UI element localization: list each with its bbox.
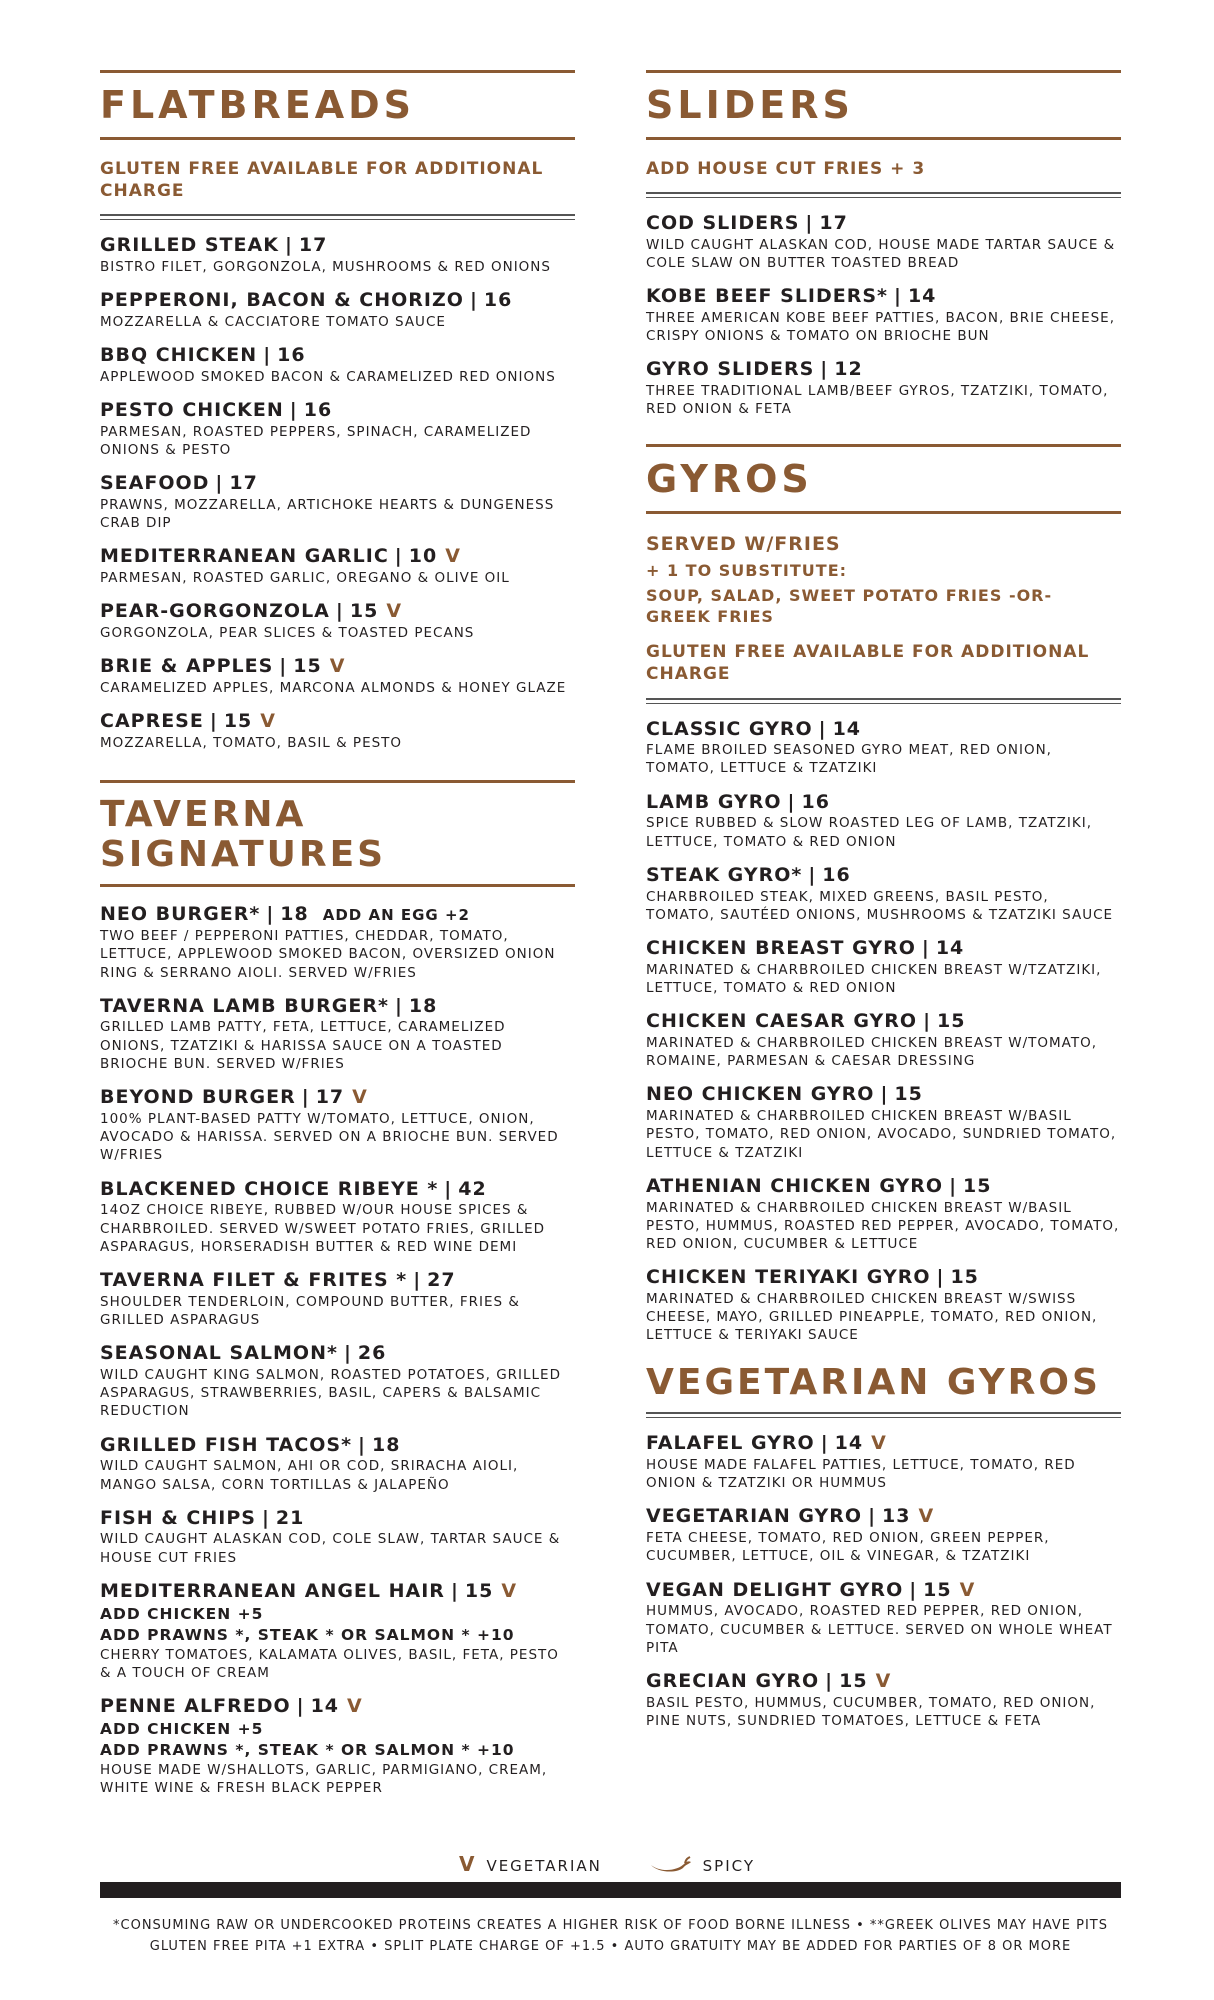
menu-item-heading bbox=[100, 1507, 575, 1531]
menu-item-name: CAPRESE bbox=[100, 710, 204, 733]
menu-item-description: PARMESAN, ROASTED PEPPERS, SPINACH, CARAMELIZED ONIONS & PESTO bbox=[100, 423, 532, 458]
menu-item-heading bbox=[646, 1505, 1121, 1529]
menu-item bbox=[646, 1010, 1121, 1070]
menu-item-heading bbox=[646, 791, 1121, 815]
menu-item bbox=[100, 1434, 575, 1494]
menu-item bbox=[100, 399, 575, 459]
menu-item-heading bbox=[646, 1175, 1121, 1199]
menu-item-name: SEAFOOD bbox=[100, 472, 210, 495]
menu-item-heading bbox=[100, 1269, 575, 1293]
menu-item bbox=[100, 289, 575, 331]
menu-item-price: 16 bbox=[801, 790, 830, 813]
menu-item-name: GYRO SLIDERS bbox=[646, 358, 815, 381]
price-separator: | bbox=[444, 1177, 453, 1200]
menu-item-price: 12 bbox=[834, 358, 863, 381]
menu-item-price: 15 bbox=[223, 710, 253, 733]
taverna-section bbox=[100, 780, 575, 1797]
menu-item-description: TWO BEEF / PEPPERONI PATTIES, CHEDDAR, TOMATO, LETTUCE, APPLEWOOD SMOKED BACON, OVERSIZED ONION RING & SERRANO AIOLI. SERVED W/FRIES bbox=[100, 928, 556, 981]
gyros-note-substitute: + 1 TO SUBSTITUTE: bbox=[646, 560, 848, 580]
menu-item-price: 15 bbox=[293, 655, 322, 678]
menu-item-name: TAVERNA FILET & FRITES * bbox=[100, 1268, 408, 1291]
menu-item-name: GRILLED STEAK bbox=[100, 233, 279, 256]
menu-item-description: HUMMUS, AVOCADO, ROASTED RED PEPPER, RED ONION, TOMATO, CUCUMBER & LETTUCE. SERVED ON WHOLE WHEAT PITA bbox=[646, 1603, 1113, 1656]
right-column bbox=[646, 70, 1121, 1748]
menu-item-price: 16 bbox=[822, 863, 851, 886]
menu-item-description: HOUSE MADE W/SHALLOTS, GARLIC, PARMIGIANO, CREAM, WHITE WINE & FRESH BLACK PEPPER bbox=[100, 1761, 548, 1796]
menu-item bbox=[646, 718, 1121, 778]
menu-item-name: PENNE ALFREDO bbox=[100, 1694, 291, 1717]
menu-item-description: 14OZ CHOICE RIBEYE, RUBBED W/OUR HOUSE SPICES & CHARBROILED. SERVED W/SWEET POTATO FRIES, GRILLED ASPARAGUS, HORSERADISH BUTTER & RED WINE DEMI bbox=[100, 1202, 545, 1255]
menu-item bbox=[100, 1342, 575, 1420]
gyros-title: GYROS bbox=[646, 457, 813, 502]
menu-item bbox=[100, 600, 575, 642]
price-separator: | bbox=[880, 1083, 889, 1106]
vegetarian-symbol: V bbox=[871, 1432, 887, 1455]
menu-item-price: 17 bbox=[229, 472, 258, 495]
menu-item-name: GRILLED FISH TACOS* bbox=[100, 1433, 353, 1456]
price-separator: | bbox=[820, 358, 829, 381]
menu-item-heading bbox=[100, 995, 575, 1019]
section-rule bbox=[646, 70, 1121, 73]
price-separator: | bbox=[358, 1433, 366, 1456]
menu-item bbox=[100, 1086, 575, 1164]
menu-item-price: 10 bbox=[408, 545, 438, 568]
menu-item-description: GRILLED LAMB PATTY, FETA, LETTUCE, CARAMELIZED ONIONS, TZATZIKI & HARISSA SAUCE ON A TOASTED BRIOCHE BUN. SERVED W/FRIES bbox=[100, 1019, 506, 1072]
price-separator: | bbox=[450, 1579, 459, 1602]
menu-item-addon: ADD PRAWNS *, STEAK * OR SALMON * +10 bbox=[100, 1625, 515, 1644]
price-separator: | bbox=[805, 211, 814, 234]
menu-item-price: 15 bbox=[349, 600, 379, 623]
menu-item bbox=[646, 864, 1121, 924]
menu-item-name: BEYOND BURGER bbox=[100, 1086, 296, 1109]
menu-item-heading bbox=[646, 718, 1121, 742]
menu-item-name: COD SLIDERS bbox=[646, 211, 800, 234]
menu-item-description: SPICE RUBBED & SLOW ROASTED LEG OF LAMB, TZATZIKI, LETTUCE, TOMATO & RED ONION bbox=[646, 815, 1092, 850]
menu-item-price: 16 bbox=[303, 398, 333, 421]
menu-item-price: 16 bbox=[483, 288, 513, 311]
menu-item bbox=[100, 1507, 575, 1567]
vegetarian-symbol: V bbox=[347, 1694, 363, 1717]
menu-item-price: 14 bbox=[935, 937, 965, 960]
menu-item bbox=[100, 545, 575, 587]
menu-item-price: 15 bbox=[923, 1578, 952, 1601]
menu-item-price: 14 bbox=[310, 1694, 340, 1717]
price-separator: | bbox=[936, 1266, 945, 1289]
menu-item bbox=[646, 1579, 1121, 1657]
price-separator: | bbox=[215, 472, 224, 495]
menu-item-heading bbox=[100, 1086, 575, 1110]
menu-item-heading bbox=[100, 1434, 575, 1458]
menu-item-description: MARINATED & CHARBROILED CHICKEN BREAST W/TZATZIKI, LETTUCE, TOMATO & RED ONION bbox=[646, 961, 1102, 997]
vegetarian-symbol: V bbox=[329, 655, 346, 678]
vegetarian-symbol: V bbox=[918, 1505, 935, 1528]
menu-item-name: FALAFEL GYRO bbox=[646, 1432, 815, 1455]
menu-item-heading bbox=[100, 1580, 575, 1604]
price-separator: | bbox=[894, 285, 902, 308]
menu-item-name: CLASSIC GYRO bbox=[646, 717, 813, 740]
menu-item bbox=[100, 344, 575, 386]
menu-item-description: GORGONZOLA, PEAR SLICES & TOASTED PECANS bbox=[100, 624, 475, 641]
menu-item-description: WILD CAUGHT ALASKAN COD, COLE SLAW, TARTAR SAUCE & HOUSE CUT FRIES bbox=[100, 1531, 561, 1566]
menu-item bbox=[646, 1432, 1121, 1492]
menu-item-description: CHARBROILED STEAK, MIXED GREENS, BASIL PESTO, TOMATO, SAUTÉED ONIONS, MUSHROOMS & TZATZIKI SAUCE bbox=[646, 888, 1114, 923]
menu-item-heading bbox=[646, 1670, 1121, 1694]
menu-item-heading bbox=[100, 545, 575, 569]
menu-item-name: PESTO CHICKEN bbox=[100, 398, 284, 421]
vegetarian-items bbox=[646, 1418, 1121, 1730]
menu-item-heading bbox=[100, 600, 575, 624]
menu-item-description: HOUSE MADE FALAFEL PATTIES, LETTUCE, TOMATO, RED ONION & TZATZIKI OR HUMMUS bbox=[646, 1457, 1076, 1492]
menu-item-addon: ADD PRAWNS *, STEAK * OR SALMON * +10 bbox=[100, 1740, 515, 1759]
menu-item-name: TAVERNA LAMB BURGER* bbox=[100, 994, 389, 1017]
gyros-note-gluten: GLUTEN FREE AVAILABLE FOR ADDITIONAL CHARGE bbox=[646, 642, 1090, 685]
menu-item-price: 15 bbox=[937, 1010, 966, 1033]
menu-item-description: WILD CAUGHT ALASKAN COD, HOUSE MADE TARTAR SAUCE & COLE SLAW ON BUTTER TOASTED BREAD bbox=[646, 236, 1116, 271]
gyros-section bbox=[646, 444, 1121, 1344]
price-separator: | bbox=[284, 233, 293, 256]
menu-item-price: 17 bbox=[315, 1086, 345, 1109]
menu-item-name: LAMB GYRO bbox=[646, 790, 782, 813]
menu-item-price: 18 bbox=[408, 994, 438, 1017]
menu-item-name: BLACKENED CHOICE RIBEYE * bbox=[100, 1177, 439, 1200]
menu-item bbox=[100, 1178, 575, 1256]
menu-item-name: GRECIAN GYRO bbox=[646, 1670, 820, 1693]
gyros-note-served: SERVED W/FRIES bbox=[646, 533, 841, 556]
menu-item-price: 13 bbox=[882, 1505, 911, 1528]
gyros-note-options: SOUP, SALAD, SWEET POTATO FRIES -OR- GREEK FRIES bbox=[646, 585, 1053, 626]
menu-item bbox=[646, 1083, 1121, 1161]
spicy-label: SPICY bbox=[702, 1857, 756, 1875]
menu-item-heading bbox=[646, 1579, 1121, 1603]
menu-item-price: 14 bbox=[834, 1432, 864, 1455]
menu-item-description: CHERRY TOMATOES, KALAMATA OLIVES, BASIL, FETA, PESTO & A TOUCH OF CREAM bbox=[100, 1646, 559, 1681]
price-separator: | bbox=[266, 903, 275, 926]
vegetarian-symbol: V bbox=[386, 600, 403, 623]
price-separator: | bbox=[921, 937, 930, 960]
menu-item-description: MARINATED & CHARBROILED CHICKEN BREAST W/BASIL PESTO, HUMMUS, ROASTED RED PEPPER, AVOCADO, TOMATO, RED ONION, CUCUMBER & LETTUCE bbox=[646, 1199, 1120, 1253]
menu-item bbox=[100, 1695, 575, 1797]
menu-item bbox=[646, 937, 1121, 997]
vegetarian-symbol: V bbox=[501, 1579, 518, 1602]
price-separator: | bbox=[469, 288, 478, 311]
menu-item-name: MEDITERRANEAN ANGEL HAIR bbox=[100, 1579, 445, 1602]
gyros-items bbox=[646, 704, 1121, 1345]
menu-item-description: APPLEWOOD SMOKED BACON & CARAMELIZED RED ONIONS bbox=[100, 368, 556, 385]
menu-item-name: PEAR-GORGONZOLA bbox=[100, 600, 330, 623]
section-rule bbox=[646, 137, 1121, 140]
flatbreads-note: GLUTEN FREE AVAILABLE FOR ADDITIONAL CHARGE bbox=[100, 158, 544, 201]
menu-item-description: THREE AMERICAN KOBE BEEF PATTIES, BACON, BRIE CHEESE, CRISPY ONIONS & TOMATO ON BRIOCHE BUN bbox=[646, 309, 1116, 345]
vegetarian-symbol: V bbox=[875, 1670, 892, 1693]
vegetarian-symbol: V bbox=[352, 1086, 368, 1109]
menu-item-description: PRAWNS, MOZZARELLA, ARTICHOKE HEARTS & DUNGENESS CRAB DIP bbox=[100, 496, 555, 532]
menu-item-price: 15 bbox=[839, 1670, 868, 1693]
menu-item-addon: ADD CHICKEN +5 bbox=[100, 1719, 264, 1738]
vegetarian-symbol: V bbox=[458, 1852, 477, 1876]
sliders-section bbox=[646, 70, 1121, 418]
menu-item bbox=[100, 655, 575, 697]
menu-item-name: ATHENIAN CHICKEN GYRO bbox=[646, 1174, 944, 1197]
menu-item-name: CHICKEN CAESAR GYRO bbox=[646, 1010, 918, 1033]
menu-item-name: CHICKEN BREAST GYRO bbox=[646, 937, 916, 960]
menu-item-name: PEPPERONI, BACON & CHORIZO bbox=[100, 288, 464, 311]
menu-item-description: WILD CAUGHT KING SALMON, ROASTED POTATOES, GRILLED ASPARAGUS, STRAWBERRIES, BASIL, CAPERS & BALSAMIC REDUCTION bbox=[100, 1366, 561, 1420]
menu-item-heading bbox=[646, 1010, 1121, 1034]
price-separator: | bbox=[261, 1506, 270, 1529]
menu-item-price: 42 bbox=[458, 1177, 487, 1200]
menu-item-description: MOZZARELLA & CACCIATORE TOMATO SAUCE bbox=[100, 313, 446, 330]
menu-item-name: MEDITERRANEAN GARLIC bbox=[100, 545, 389, 568]
menu-item bbox=[100, 234, 575, 276]
menu-item-heading bbox=[100, 1342, 575, 1366]
menu-item-name: BBQ CHICKEN bbox=[100, 343, 258, 366]
price-separator: | bbox=[279, 655, 288, 678]
menu-item-heading bbox=[646, 358, 1121, 382]
menu-item-name: NEO CHICKEN GYRO bbox=[646, 1083, 875, 1106]
price-separator: | bbox=[394, 994, 403, 1017]
sliders-title: SLIDERS bbox=[646, 83, 854, 127]
price-separator: | bbox=[301, 1086, 310, 1109]
menu-item-price: 21 bbox=[275, 1506, 305, 1529]
price-separator: | bbox=[808, 863, 817, 886]
menu-item-description: BISTRO FILET, GORGONZOLA, MUSHROOMS & RED ONIONS bbox=[100, 258, 551, 275]
menu-item-heading bbox=[100, 903, 575, 927]
menu-item-description: FLAME BROILED SEASONED GYRO MEAT, RED ONION, TOMATO, LETTUCE & TZATZIKI bbox=[646, 742, 1052, 777]
menu-item-price: 15 bbox=[950, 1266, 979, 1289]
menu-item-name: NEO BURGER* bbox=[100, 903, 261, 926]
menu-item-heading bbox=[646, 1266, 1121, 1290]
menu-item-addon: ADD CHICKEN +5 bbox=[100, 1604, 264, 1623]
menu-item-description: MARINATED & CHARBROILED CHICKEN BREAST W/BASIL PESTO, TOMATO, RED ONION, AVOCADO, SUNDRIED TOMATO, LETTUCE & TZATZIKI bbox=[646, 1108, 1117, 1161]
menu-item bbox=[646, 1670, 1121, 1730]
vegetarian-symbol: V bbox=[260, 710, 276, 733]
menu-item-description: SHOULDER TENDERLOIN, COMPOUND BUTTER, FRIES & GRILLED ASPARAGUS bbox=[100, 1293, 520, 1328]
section-rule bbox=[646, 444, 1121, 447]
menu-item-name: FISH & CHIPS bbox=[100, 1506, 256, 1529]
price-separator: | bbox=[263, 343, 272, 366]
price-separator: | bbox=[394, 545, 403, 568]
vegetarian-symbol: V bbox=[959, 1578, 976, 1601]
menu-item-heading bbox=[100, 1178, 575, 1202]
section-rule bbox=[100, 137, 575, 140]
menu-item bbox=[646, 1266, 1121, 1344]
menu-item bbox=[100, 1269, 575, 1329]
menu-item bbox=[100, 903, 575, 981]
menu-item-price: 16 bbox=[277, 343, 306, 366]
flatbreads-title: FLATBREADS bbox=[100, 83, 416, 127]
price-separator: | bbox=[923, 1010, 932, 1033]
sliders-note: ADD HOUSE CUT FRIES + 3 bbox=[646, 158, 926, 179]
menu-item-price: 15 bbox=[963, 1174, 992, 1197]
menu-item-description: FETA CHEESE, TOMATO, RED ONION, GREEN PEPPER, CUCUMBER, LETTUCE, OIL & VINEGAR, & TZATZIKI bbox=[646, 1530, 1050, 1565]
menu-item-description: CARAMELIZED APPLES, MARCONA ALMONDS & HONEY GLAZE bbox=[100, 679, 567, 696]
menu-item-extra: ADD AN EGG +2 bbox=[322, 906, 470, 925]
price-separator: | bbox=[868, 1505, 877, 1528]
price-separator: | bbox=[818, 717, 827, 740]
section-rule bbox=[100, 70, 575, 73]
menu-item-name: VEGAN DELIGHT GYRO bbox=[646, 1578, 904, 1601]
footer-line-1: *CONSUMING RAW OR UNDERCOOKED PROTEINS CREATES A HIGHER RISK OF FOOD BORNE ILLNESS • **GREEK OLIVES MAY HAVE PITS bbox=[113, 1918, 1108, 1933]
menu-item-price: 17 bbox=[298, 233, 328, 256]
menu-item-heading bbox=[100, 655, 575, 679]
menu-item-heading bbox=[100, 472, 575, 496]
price-separator: | bbox=[825, 1670, 834, 1693]
menu-item-heading bbox=[100, 289, 575, 313]
menu-item-price: 14 bbox=[907, 285, 937, 308]
menu-item-description: THREE TRADITIONAL LAMB/BEEF GYROS, TZATZIKI, TOMATO, RED ONION & FETA bbox=[646, 383, 1109, 418]
menu-item-name: BRIE & APPLES bbox=[100, 655, 274, 678]
menu-item-description: MOZZARELLA, TOMATO, BASIL & PESTO bbox=[100, 734, 403, 751]
menu-item-heading bbox=[646, 937, 1121, 961]
menu-item-description: 100% PLANT-BASED PATTY W/TOMATO, LETTUCE, ONION, AVOCADO & HARISSA. SERVED ON A BRIOCHE BUN. SERVED W/FRIES bbox=[100, 1110, 559, 1164]
menu-item bbox=[100, 710, 575, 752]
vegetarian-title: VEGETARIAN GYROS bbox=[646, 1361, 1101, 1403]
menu-item bbox=[646, 1505, 1121, 1565]
section-rule bbox=[100, 780, 575, 783]
menu-item-price: 15 bbox=[464, 1579, 494, 1602]
menu-item bbox=[100, 1580, 575, 1682]
menu-item-name: VEGETARIAN GYRO bbox=[646, 1505, 863, 1528]
menu-item-description: WILD CAUGHT SALMON, AHI OR COD, SRIRACHA AIOLI, MANGO SALSA, CORN TORTILLAS & JALAPEÑO bbox=[100, 1458, 519, 1493]
price-separator: | bbox=[335, 600, 344, 623]
menu-item-heading bbox=[100, 399, 575, 423]
price-separator: | bbox=[296, 1694, 305, 1717]
flatbreads-section bbox=[100, 70, 575, 752]
menu-item-name: STEAK GYRO* bbox=[646, 863, 803, 886]
menu-item-heading bbox=[646, 212, 1121, 236]
menu-item-description: MARINATED & CHARBROILED CHICKEN BREAST W/SWISS CHEESE, MAYO, GRILLED PINEAPPLE, TOMATO, RED ONION, LETTUCE & TERIYAKI SAUCE bbox=[646, 1291, 1098, 1344]
menu-item bbox=[646, 212, 1121, 272]
taverna-title: TAVERNA SIGNATURES bbox=[100, 794, 387, 875]
price-separator: | bbox=[289, 398, 298, 421]
sliders-items bbox=[646, 198, 1121, 419]
menu-item bbox=[646, 285, 1121, 345]
menu-item-price: 17 bbox=[819, 211, 848, 234]
menu-item-price: 26 bbox=[357, 1342, 387, 1365]
vegetarian-symbol: V bbox=[445, 545, 461, 568]
footer-divider-bar bbox=[100, 1882, 1121, 1898]
menu-item bbox=[100, 995, 575, 1073]
menu-item-heading bbox=[100, 1695, 575, 1719]
left-column bbox=[100, 70, 575, 1815]
menu-item-heading bbox=[646, 864, 1121, 888]
price-separator: | bbox=[343, 1342, 352, 1365]
legend bbox=[0, 1852, 1214, 1878]
menu-item-description: MARINATED & CHARBROILED CHICKEN BREAST W/TOMATO, ROMAINE, PARMESAN & CAESAR DRESSING bbox=[646, 1035, 1098, 1070]
menu-item-description: PARMESAN, ROASTED GARLIC, OREGANO & OLIVE OIL bbox=[100, 570, 510, 587]
menu-item-price: 15 bbox=[894, 1083, 923, 1106]
flatbreads-items bbox=[100, 220, 575, 752]
section-rule bbox=[646, 511, 1121, 514]
taverna-items bbox=[100, 887, 575, 1797]
menu-item-price: 18 bbox=[280, 903, 309, 926]
chili-pepper-icon bbox=[649, 1856, 693, 1878]
menu-item-heading bbox=[646, 285, 1121, 309]
menu-item-heading bbox=[100, 710, 575, 734]
footer-line-2: GLUTEN FREE PITA +1 EXTRA • SPLIT PLATE CHARGE OF +1.5 • AUTO GRATUITY MAY BE ADDED FOR PARTIES OF 8 OR MORE bbox=[149, 1938, 1072, 1954]
menu-item bbox=[646, 358, 1121, 418]
menu-item-name: CHICKEN TERIYAKI GYRO bbox=[646, 1266, 931, 1289]
menu-item-price: 14 bbox=[832, 717, 862, 740]
menu-item-name: KOBE BEEF SLIDERS* bbox=[646, 285, 888, 308]
menu-item bbox=[100, 472, 575, 532]
price-separator: | bbox=[209, 710, 218, 733]
menu-item bbox=[646, 1175, 1121, 1253]
menu-item-heading bbox=[100, 234, 575, 258]
footer bbox=[100, 1916, 1121, 1958]
vegetarian-label: VEGETARIAN bbox=[486, 1857, 602, 1875]
price-separator: | bbox=[909, 1578, 918, 1601]
price-separator: | bbox=[949, 1174, 958, 1197]
price-separator: | bbox=[820, 1432, 829, 1455]
menu-item-heading bbox=[100, 344, 575, 368]
menu-item-description: BASIL PESTO, HUMMUS, CUCUMBER, TOMATO, RED ONION, PINE NUTS, SUNDRIED TOMATOES, LETTUCE & FETA bbox=[646, 1694, 1096, 1730]
menu-item-name: SEASONAL SALMON* bbox=[100, 1342, 338, 1365]
menu-item-heading bbox=[646, 1432, 1121, 1456]
vegetarian-section bbox=[646, 1363, 1121, 1731]
menu-item bbox=[646, 791, 1121, 851]
menu-item-price: 18 bbox=[371, 1433, 401, 1456]
menu-item-heading bbox=[646, 1083, 1121, 1107]
menu-item-price: 27 bbox=[427, 1268, 456, 1291]
price-separator: | bbox=[413, 1268, 422, 1291]
price-separator: | bbox=[787, 790, 796, 813]
